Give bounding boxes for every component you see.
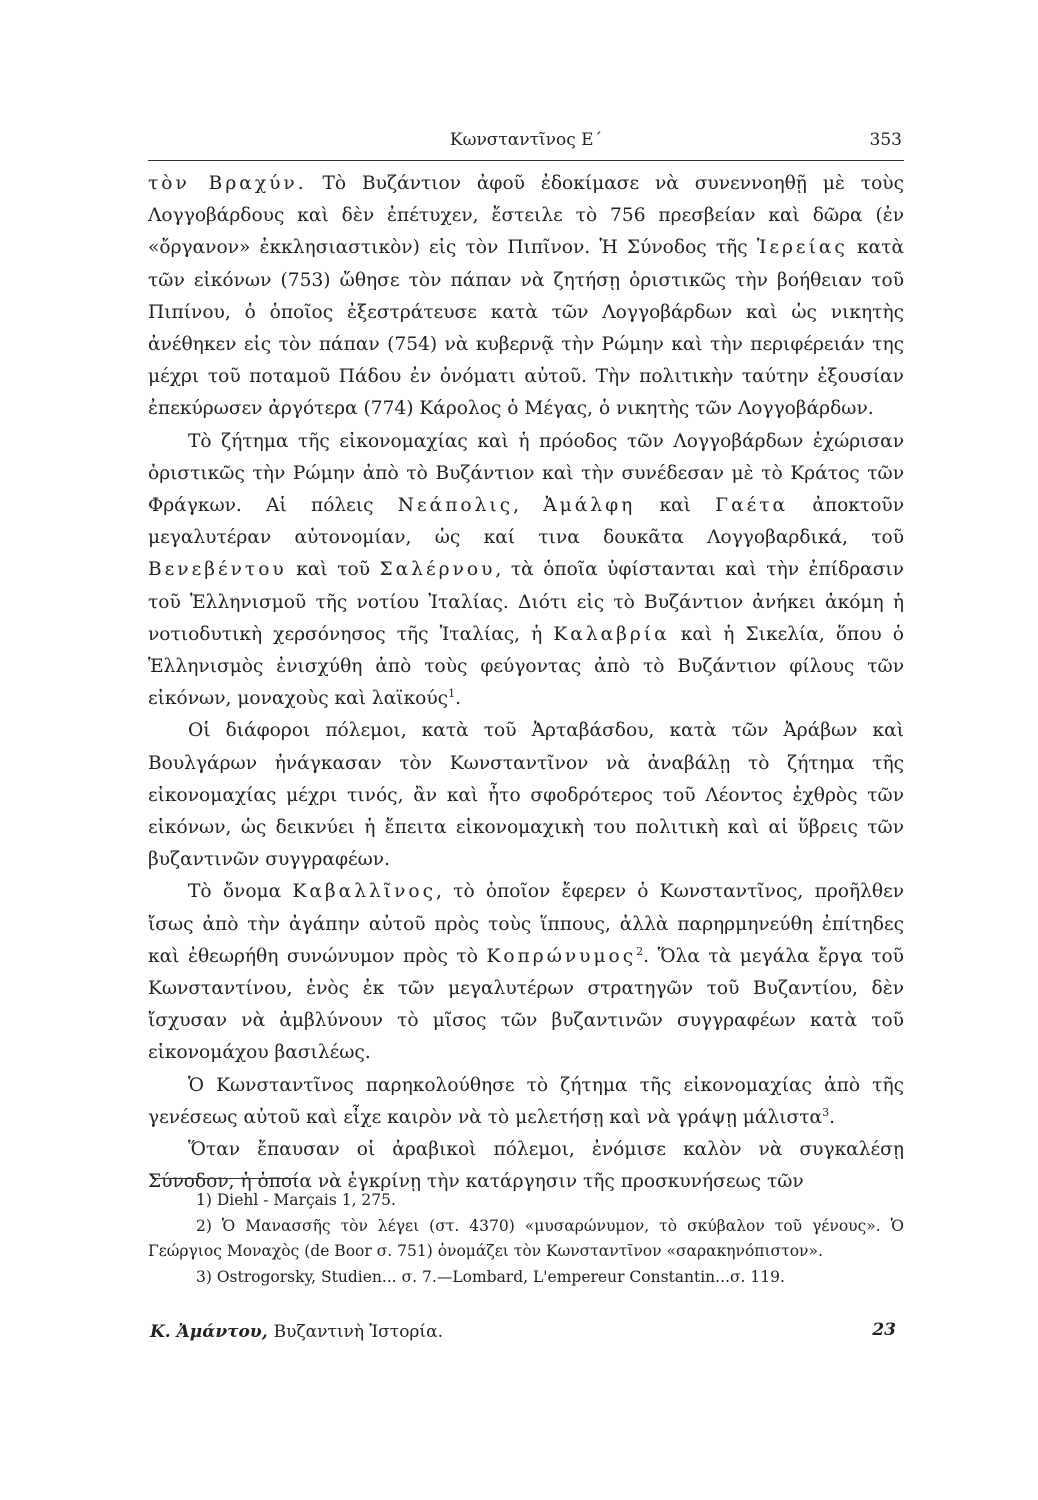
text-run: Τὸ Βυζάντιον ἀφοῦ ἐδοκίμασε νὰ συνεννοηθῇ μὲ τοὺς Λογγοβάρδους καὶ δὲν ἐπέτυχεν, ἔστειλε τὸ 756 πρεσβείαν καὶ δῶρα (ἐν «ὄργανον» ἐκκλησιαστικὸν) εἰς τὸν Πιπῖνον. Ἡ Σύνοδος τῆς <box>148 173 904 259</box>
text-run: , τὰ ὁποῖα ὑφίστανται καὶ τὴν ἐπίδρασιν τοῦ Ἑλληνισμοῦ τῆς νοτίου Ἰταλίας. Διότι εἰς τὸ Βυζάντιον ἀνήκει ἀκόμη ἡ νοτιοδυτικὴ χερσόνησος τῆς Ἰταλίας, ἡ <box>148 559 904 645</box>
paragraph-6: Ὅταν ἔπαυσαν οἱ ἀραβικοὶ πόλεμοι, ἐνόμισε καλὸν νὰ συγκαλέσῃ Σύνοδον, ἡ ὁποία νὰ ἐγκρίνῃ τὴν κατάργησιν τῆς προσκυνήσεως τῶν <box>148 1139 904 1193</box>
footnote-rule <box>152 1178 298 1179</box>
running-title: Κωνσταντῖνος Ε΄ <box>449 130 603 150</box>
paragraph-4 <box>148 876 904 1069</box>
spaced-name: Νεάπολις <box>397 495 514 517</box>
running-head <box>148 124 904 154</box>
signature-title: Βυζαντινὴ Ἱστορία. <box>273 1322 443 1342</box>
text-run: , τὸ ὁποῖον ἔφερεν ὁ Κωνσταντῖνος, προῆλθεν ἴσως ἀπὸ τὴν ἀγάπην αὐτοῦ πρὸς τοὺς ἵππους, ἀλλὰ παρηρμηνεύθη ἐπίτηδες καὶ ἐθεωρήθη συνώνυμον πρὸς τὸ <box>148 881 905 967</box>
signature-number: 23 <box>872 1320 896 1340</box>
text-run: , <box>513 495 544 517</box>
text-run: καὶ τοῦ <box>286 559 380 581</box>
body-text <box>148 168 904 1199</box>
footnote-ref-1: 1 <box>448 687 456 701</box>
footnotes <box>148 1188 904 1290</box>
spaced-name: Σαλέρνου <box>379 559 496 581</box>
text-run: . Ὅλα τὰ μεγάλα ἔργα τοῦ Κωνσταντίνου, ἑνὸς ἐκ τῶν μεγαλυτέρων στρατηγῶν τοῦ Βυζαντίου, δὲν ἴσχυσαν νὰ ἀμβλύνουν τὸ μῖσος τῶν βυζαντινῶν συγγραφέων κατὰ τοῦ εἰκονομάχου βασιλέως. <box>148 945 904 1064</box>
paragraph-5 <box>148 1070 904 1134</box>
printer-signature <box>148 1318 904 1348</box>
paragraph-1 <box>148 168 904 426</box>
header-rule <box>148 160 904 161</box>
spaced-name: Κοπρώνυμος <box>486 945 637 967</box>
signature-author-name: Κ. Ἀμάντου, <box>150 1322 268 1342</box>
spaced-name: Καβαλλῖνος <box>292 881 436 903</box>
spaced-name: Ἱερείας <box>756 237 848 259</box>
text-run: κατὰ τῶν εἰκόνων (753) ὤθησε τὸν πάπαν νὰ ζητήσῃ ὁριστικῶς τὴν βοήθειαν τοῦ Πιπίνου, ὁ ὁποῖος ἐξεστράτευσε κατὰ τῶν Λογγοβάρδων καὶ ὡς νικητὴς ἀνέθηκεν εἰς τὸν πάπαν (754) νὰ κυβερνᾷ τὴν Ρώμην καὶ τὴν περιφέρειάν της μέχρι τοῦ ποταμοῦ Πάδου ἐν ὀνόματι αὐτοῦ. Τὴν πολιτικὴν ταύτην ἐξουσίαν ἐπεκύρωσεν ἀργότερα (774) Κάρολος ὁ Μέγας, ὁ νικητὴς τῶν Λογγοβάρδων. <box>148 237 905 420</box>
footnote-2: 2) Ὁ Μανασσῆς τὸν λέγει (στ. 4370) «μυσαρώνυμον, τὸ σκύβαλον τοῦ γένους». Ὁ Γεώργιος Μοναχὸς (de Boor σ. 751) ὀνομάζει τὸν Κωνσταντῖνον «σαρακηνόπιστον». <box>148 1216 904 1260</box>
spaced-name: Ἀμάλφη <box>543 495 636 517</box>
spaced-name: τὸν Βραχύν. <box>148 173 307 194</box>
signature-author <box>150 1322 443 1342</box>
footnote-ref-3: 3 <box>822 1105 830 1119</box>
text-run: . <box>829 1106 835 1128</box>
text-run: καὶ ἡ Σικελία, ὅπου ὁ Ἑλληνισμὸς ἐνισχύθη ἀπὸ τοὺς φεύγοντας ἀπὸ τὸ Βυζάντιον φίλους τῶν εἰκόνων, μοναχοὺς καὶ λαϊκούς <box>148 623 904 710</box>
footnote-3: 3) Ostrogorsky, Studien... σ. 7.—Lombard, L'empereur Constantin...σ. 119. <box>196 1267 785 1286</box>
text-run: ἀποκτοῦν μεγαλυτέραν αὐτονομίαν, ὡς καί τινα δουκᾶτα Λογγοβαρδικά, τοῦ <box>148 495 905 549</box>
spaced-name: Βενεβέντου <box>148 559 287 581</box>
text-run: καὶ <box>635 495 716 517</box>
text-run: Τὸ ὄνομα <box>188 881 293 903</box>
text-run: . <box>455 688 462 710</box>
paragraph-3: Οἱ διάφοροι πόλεμοι, κατὰ τοῦ Ἀρταβάσδου, κατὰ τῶν Ἀράβων καὶ Βουλγάρων ἠνάγκασαν τὸν Κωνσταντῖνον νὰ ἀναβάλῃ τὸ ζήτημα τῆς εἰκονομαχίας μέχρι τινός, ἂν καὶ ἦτο σφοδρότερος τοῦ Λέοντος ἐχθρὸς τῶν εἰκόνων, ὡς δεικνύει ἡ ἔπειτα εἰκονομαχικὴ του πολιτικὴ καὶ αἱ ὕβρεις τῶν βυζαντινῶν συγγραφέων. <box>148 720 904 871</box>
spaced-name: Γαέτα <box>715 495 789 517</box>
text-run: Ὁ Κωνσταντῖνος παρηκολούθησε τὸ ζήτημα τῆς εἰκονομαχίας ἀπὸ τῆς γενέσεως αὐτοῦ καὶ εἶχε καιρὸν νὰ τὸ μελετήσῃ καὶ νὰ γράψῃ μάλιστα <box>148 1074 904 1128</box>
page-number: 353 <box>869 130 902 150</box>
book-page <box>148 0 904 1500</box>
text-run: Τὸ ζήτημα τῆς εἰκονομαχίας καὶ ἡ πρόοδος τῶν Λογγοβάρδων ἐχώρισαν ὁριστικῶς τὴν Ρώμην ἀπὸ τὸ Βυζάντιον καὶ τὴν συνέδεσαν μὲ τὸ Κράτος τῶν Φράγκων. Αἱ πόλεις <box>148 430 904 517</box>
spaced-name: Καλαβρία <box>553 623 670 645</box>
footnote-1: 1) Diehl - Marçais 1, 275. <box>196 1191 396 1209</box>
paragraph-2 <box>148 426 904 716</box>
footnote-ref-2: 2 <box>636 944 644 958</box>
